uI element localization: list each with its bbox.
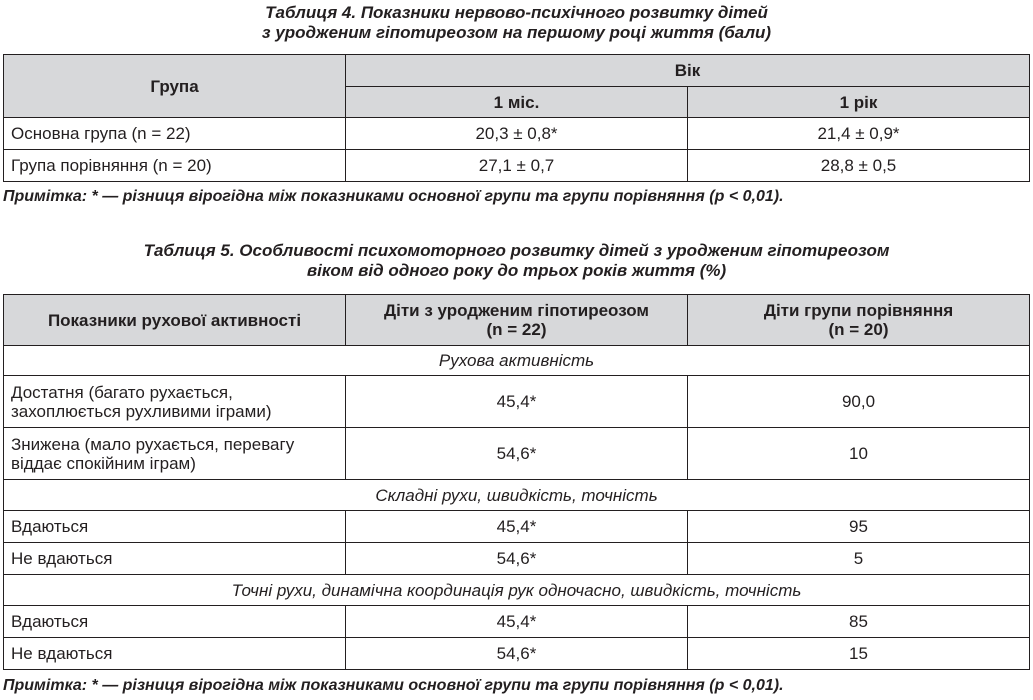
table5 [3, 294, 1030, 670]
section-title: Складні рухи, швидкість, точність [4, 480, 1030, 511]
row-label: Основна група (n = 22) [4, 118, 346, 150]
table-row [4, 376, 1030, 428]
table5-caption [0, 241, 1033, 281]
table-row [4, 606, 1030, 638]
table-row [4, 150, 1030, 182]
row-label-line: віддає спокійним іграм) [11, 453, 196, 473]
row-label-line: захоплюється рухливими іграми) [11, 401, 272, 421]
table5-header-hypothyroid-children [346, 295, 688, 346]
header-line: Діти групи порівняння [763, 301, 954, 320]
table5-caption-line2: віком від одного року до трьох років життя (%) [306, 261, 727, 280]
section-title: Точні рухи, динамічна координація рук одночасно, швидкість, точність [4, 575, 1030, 606]
header-line: (n = 22) [486, 320, 547, 339]
cell-comparison: 10 [688, 428, 1030, 480]
row-label [4, 376, 346, 428]
header-line: (n = 20) [828, 320, 889, 339]
table5-note: Примітка: * — різниця вірогідна між показниками основної групи та групи порівняння (p < 0,01). [3, 677, 784, 694]
row-label-line: Достатня (багато рухається, [11, 382, 233, 402]
cell-hypothyroid: 45,4* [346, 606, 688, 638]
cell-comparison: 95 [688, 511, 1030, 543]
table4-caption-line1: Таблиця 4. Показники нервово-психічного розвитку дітей [265, 3, 768, 22]
section-title: Рухова активність [4, 346, 1030, 376]
row-label [4, 428, 346, 480]
row-label: Вдаються [4, 606, 346, 638]
table5-header-comparison-children [688, 295, 1030, 346]
cell-1-month: 27,1 ± 0,7 [346, 150, 688, 182]
cell-hypothyroid: 45,4* [346, 511, 688, 543]
table4-header-age: Вік [346, 55, 1030, 87]
row-label: Група порівняння (n = 20) [4, 150, 346, 182]
row-label-line: Знижена (мало рухається, перевагу [11, 434, 295, 454]
cell-hypothyroid: 54,6* [346, 638, 688, 670]
table4-note: Примітка: * — різниця вірогідна між показниками основної групи та групи порівняння (p < 0,01). [3, 188, 784, 205]
table5-header-indicators: Показники рухової активності [4, 295, 346, 346]
cell-comparison: 5 [688, 543, 1030, 575]
cell-1-year: 28,8 ± 0,5 [688, 150, 1030, 182]
cell-hypothyroid: 54,6* [346, 543, 688, 575]
table-row [4, 638, 1030, 670]
cell-1-year: 21,4 ± 0,9* [688, 118, 1030, 150]
table-row [4, 118, 1030, 150]
cell-comparison: 90,0 [688, 376, 1030, 428]
row-label: Вдаються [4, 511, 346, 543]
table4-caption-line2: з уродженим гіпотиреозом на першому році життя (бали) [261, 23, 772, 42]
cell-hypothyroid: 45,4* [346, 376, 688, 428]
header-line: Діти з уродженим гіпотиреозом [384, 301, 649, 320]
row-label: Не вдаються [4, 543, 346, 575]
cell-1-month: 20,3 ± 0,8* [346, 118, 688, 150]
table4-header-1-month: 1 міс. [346, 87, 688, 118]
table5-caption-line1: Таблиця 5. Особливості психомоторного розвитку дітей з уродженим гіпотиреозом [143, 241, 890, 260]
table4-caption [0, 3, 1033, 43]
table-row [4, 511, 1030, 543]
table-row [4, 543, 1030, 575]
table4-header-group: Група [4, 55, 346, 118]
cell-comparison: 15 [688, 638, 1030, 670]
table-row [4, 428, 1030, 480]
row-label: Не вдаються [4, 638, 346, 670]
table4 [3, 54, 1030, 182]
cell-comparison: 85 [688, 606, 1030, 638]
table4-header-1-year: 1 рік [688, 87, 1030, 118]
cell-hypothyroid: 54,6* [346, 428, 688, 480]
